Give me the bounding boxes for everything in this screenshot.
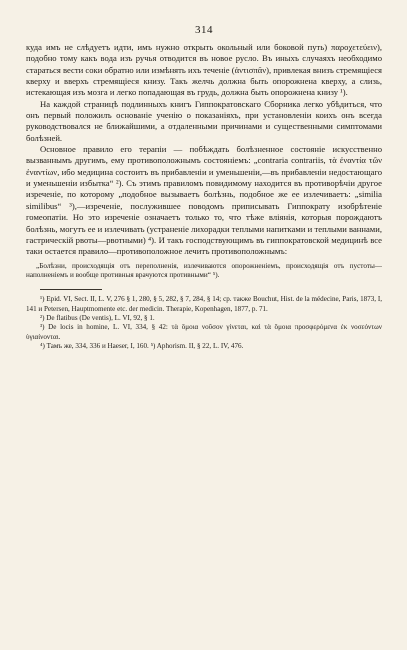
page-number: 314 [195,24,213,36]
footnotes [26,295,382,351]
footnote-3: ³) De locis in homine, L. VI, 334, § 42: τὰ ὅμοια νοῦσον γίνεται, καὶ τὰ ὅμοια προσφερόμενα ἐκ νοσεόντων ὑγιαίνονται. [26,323,382,341]
footnote-2: ²) De flatibus (De ventis), L. VI, 92, § 1. [40,313,155,322]
paragraph-2: На каждой страницѣ подлинныхъ книгъ Гиппократовскаго Сборника легко убѣдиться, что онъ первый положилъ основаніе ученію о показаніяхъ, при установленіи коихъ онъ всегда руководствовался не ближайшими, а отдаленными причинами и существенными симптомами болѣзней. [26,98,382,143]
footnote-1: ¹) Epid. VI, Sect. II, L. V, 276 § 1, 280, § 5, 282, § 7, 284, § 14; ср. также Bouchut, Hist. de la médecine, Paris, 1873, I, 141 и Petersen, Hauptmomente etc. der medicin. Therapie, Kopenhagen, 1877, p. 71. [26,295,382,313]
footnote-4-5: ⁴) Тамъ же, 334, 336 и Haeser, I, 160. ⁵) Aphorism. II, § 22, L. IV, 476. [40,341,244,350]
paragraph-1: куда имъ не слѣдуетъ идти, имъ нужно открыть окольный или боковой путь) παροχετεύειν), подобно тому какъ вода изъ ручья отводится въ новое русло. Въ иныхъ случаяхъ необходимо стараться вести соки обратно или измѣнять ихъ теченіе (ἀντισπᾶν), привлекая внизъ стремящіеся кверху и вверхъ стремящіеся книзу. Такъ желчь должна быть опорожнена кверху, а слизь, истекающая изъ мозга и легко попадающая въ грудь, должна быть опорожнена книзу ¹). [26,42,382,98]
footnote-divider [40,289,102,290]
main-text [26,42,382,280]
paragraph-3: Основное правило его терапіи — побѣждать болѣзненное состояніе искусственно вызваннымъ другимъ, ему противоположнымъ состояніемъ: „contraria contrariis, τὰ ἐναντία τῶν ἐναντίων, ибо медицина состоитъ въ прибавленіи и уменьшеніи,—въ прибавленіи недостающаго и уменьшеніи избытка“ ²). Съ этимъ правиломъ повидимому находится въ противорѣчіи другое изреченіе, по которому „подобное вызываетъ болѣзнь, подобное же ее излечиваетъ: „similia similibus“ ³),—изреченіе, послужившее поводомъ приписывать Гиппократу изобрѣтеніе гомеопатіи. Но это изреченіе означаетъ только то, что тѣже вліянія, которыя порождаютъ болѣзнь, могутъ ее и излечивать (устраненіе лихорадки теплыми напитками и теплыми ваннами, гастрическій рвоты—рвотными) ⁴). И такъ господствующимъ въ гиппократовской медицинѣ все таки остается правило—противоположное лечитъ противоположнымъ: [26,144,382,257]
quotation: „Болѣзни, происходящія отъ переполненія, излечиваются опорожненіемъ, происходящія отъ пустоты—наполненіемъ и вообще противныя врачуются противными“ ⁵). [26,261,382,279]
